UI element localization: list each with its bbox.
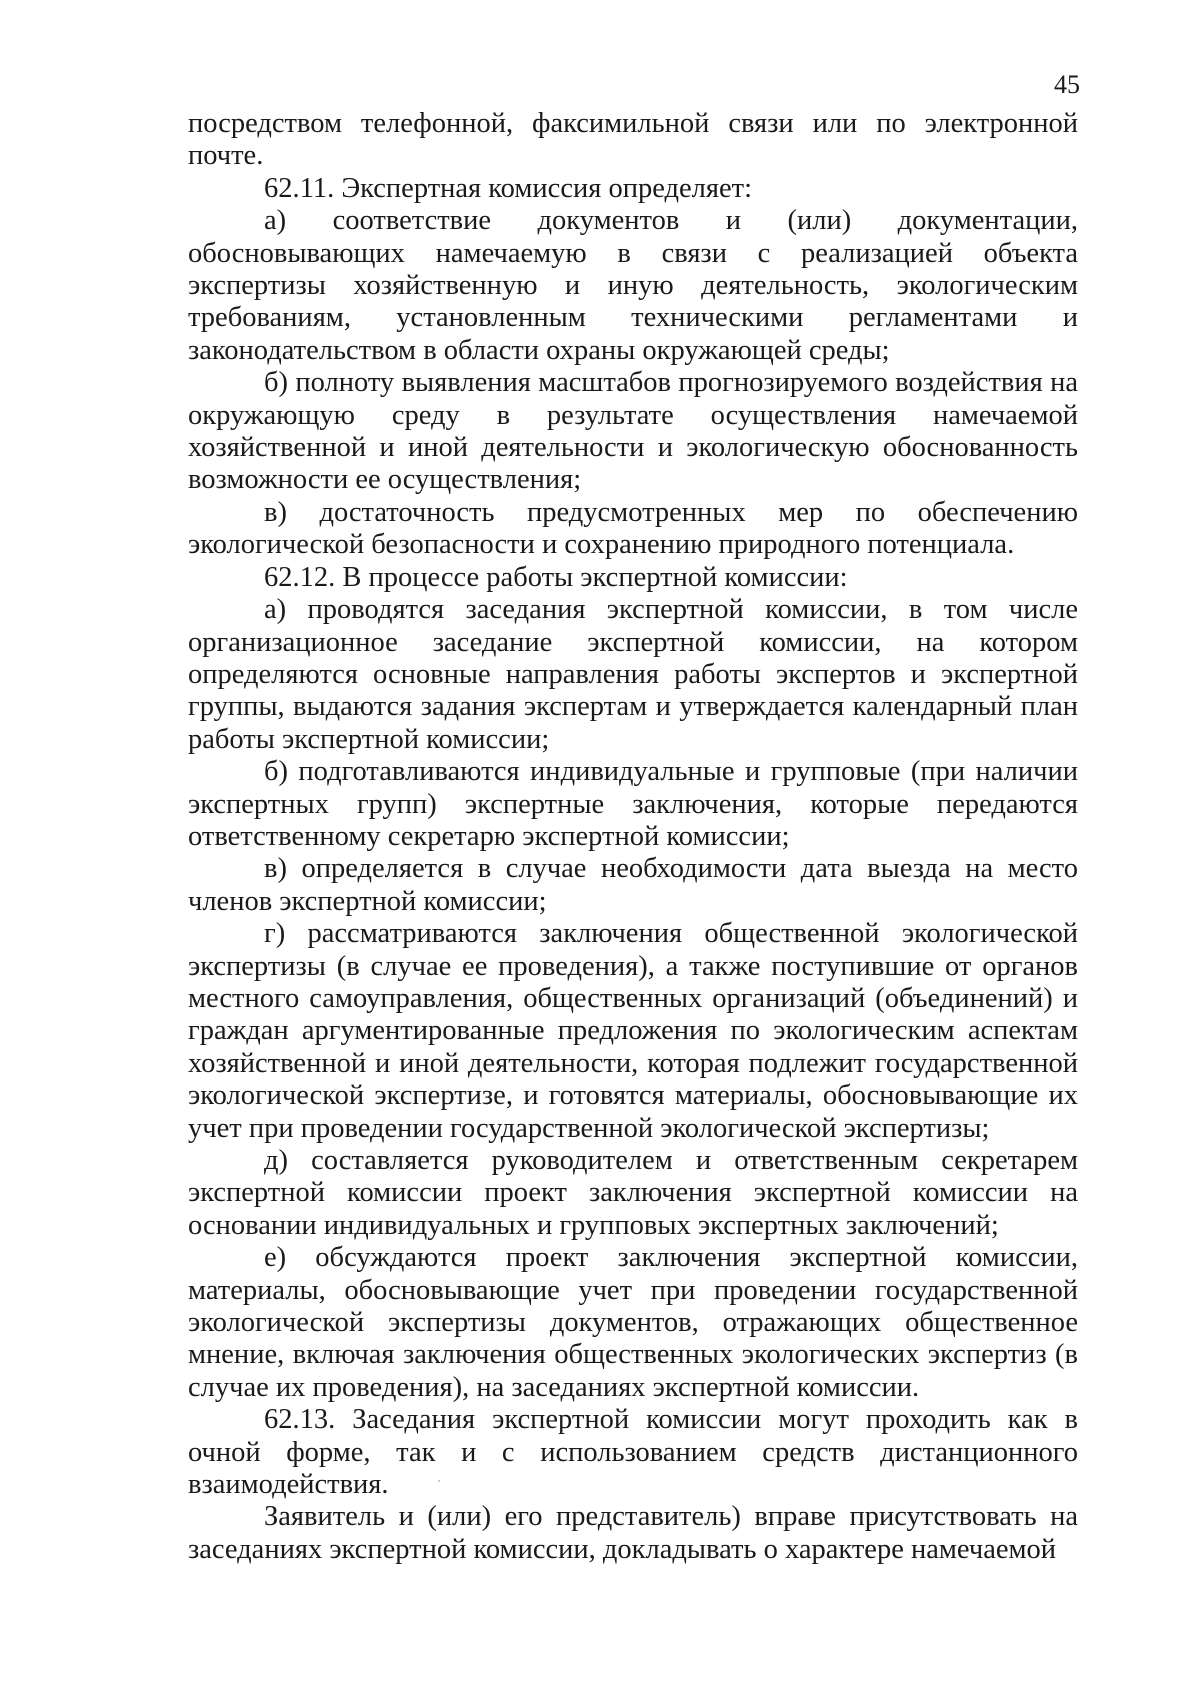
paragraph-62-12-heading: 62.12. В процессе работы экспертной комиссии: <box>264 561 848 593</box>
paragraph-62-12-e: е) обсуждаются проект заключения экспертной комиссии, материалы, обосновывающие учет при проведении государственной экологической экспертизы документов, отражающих общественное мнение, включая заключения общественных экологических экспертиз (в случае их проведения), на заседаниях экспертной комиссии. <box>188 1242 1078 1403</box>
paragraph-62-13: 62.13. Заседания экспертной комиссии могут проходить как в очной форме, так и с использованием средств дистанционного взаимодействия. <box>188 1404 1078 1501</box>
paragraph-62-11-b: б) полноту выявления масштабов прогнозируемого воздействия на окружающую среду в результате осуществления намечаемой хозяйственной и иной деятельности и экологическую обоснованность возможности ее осуществления; <box>188 367 1078 496</box>
document-body <box>188 108 1078 1566</box>
paragraph-62-11-a: а) соответствие документов и (или) документации, обосновывающих намечаемую в связи с реализацией объекта экспертизы хозяйственную и иную деятельность, экологическим требованиям, установленным техническими регламентами и законодательством в области охраны окружающей среды; <box>188 205 1078 366</box>
paragraph-62-12-g: г) рассматриваются заключения общественной экологической экспертизы (в случае ее проведения), а также поступившие от органов местного самоуправления, общественных организаций (объединений) и граждан аргументированные предложения по экологическим аспектам хозяйственной и иной деятельности, которая подлежит государственной экологической экспертизе, и готовятся материалы, обосновывающие их учет при проведении государственной экологической экспертизы; <box>188 918 1078 1144</box>
paragraph-62-12-d: д) составляется руководителем и ответственным секретарем экспертной комиссии проект заключения экспертной комиссии на основании индивидуальных и групповых экспертных заключений; <box>188 1145 1078 1241</box>
paragraph-62-11-v: в) достаточность предусмотренных мер по обеспечению экологической безопасности и сохранению природного потенциала. <box>188 496 1078 561</box>
paragraph-62-12-a: а) проводятся заседания экспертной комиссии, в том числе организационное заседание экспертной комиссии, на котором определяются основные направления работы экспертов и экспертной группы, выдаются задания экспертам и утверждается календарный план работы экспертной комиссии; <box>188 594 1078 755</box>
scan-speck <box>438 1480 440 1482</box>
paragraph-continuation: посредством телефонной, факсимильной связи или по электронной почте. <box>188 108 1078 172</box>
paragraph-62-12-b: б) подготавливаются индивидуальные и групповые (при наличии экспертных групп) экспертные заключения, которые передаются ответственному секретарю экспертной комиссии; <box>188 756 1078 852</box>
paragraph-applicant: Заявитель и (или) его представитель) вправе присутствовать на заседаниях экспертной комиссии, докладывать о характере намечаемой <box>188 1501 1078 1565</box>
page-number: 45 <box>1054 70 1080 99</box>
paragraph-62-11-heading: 62.11. Экспертная комиссия определяет: <box>264 172 752 204</box>
paragraph-62-12-v: в) определяется в случае необходимости дата выезда на место членов экспертной комиссии; <box>188 853 1078 917</box>
